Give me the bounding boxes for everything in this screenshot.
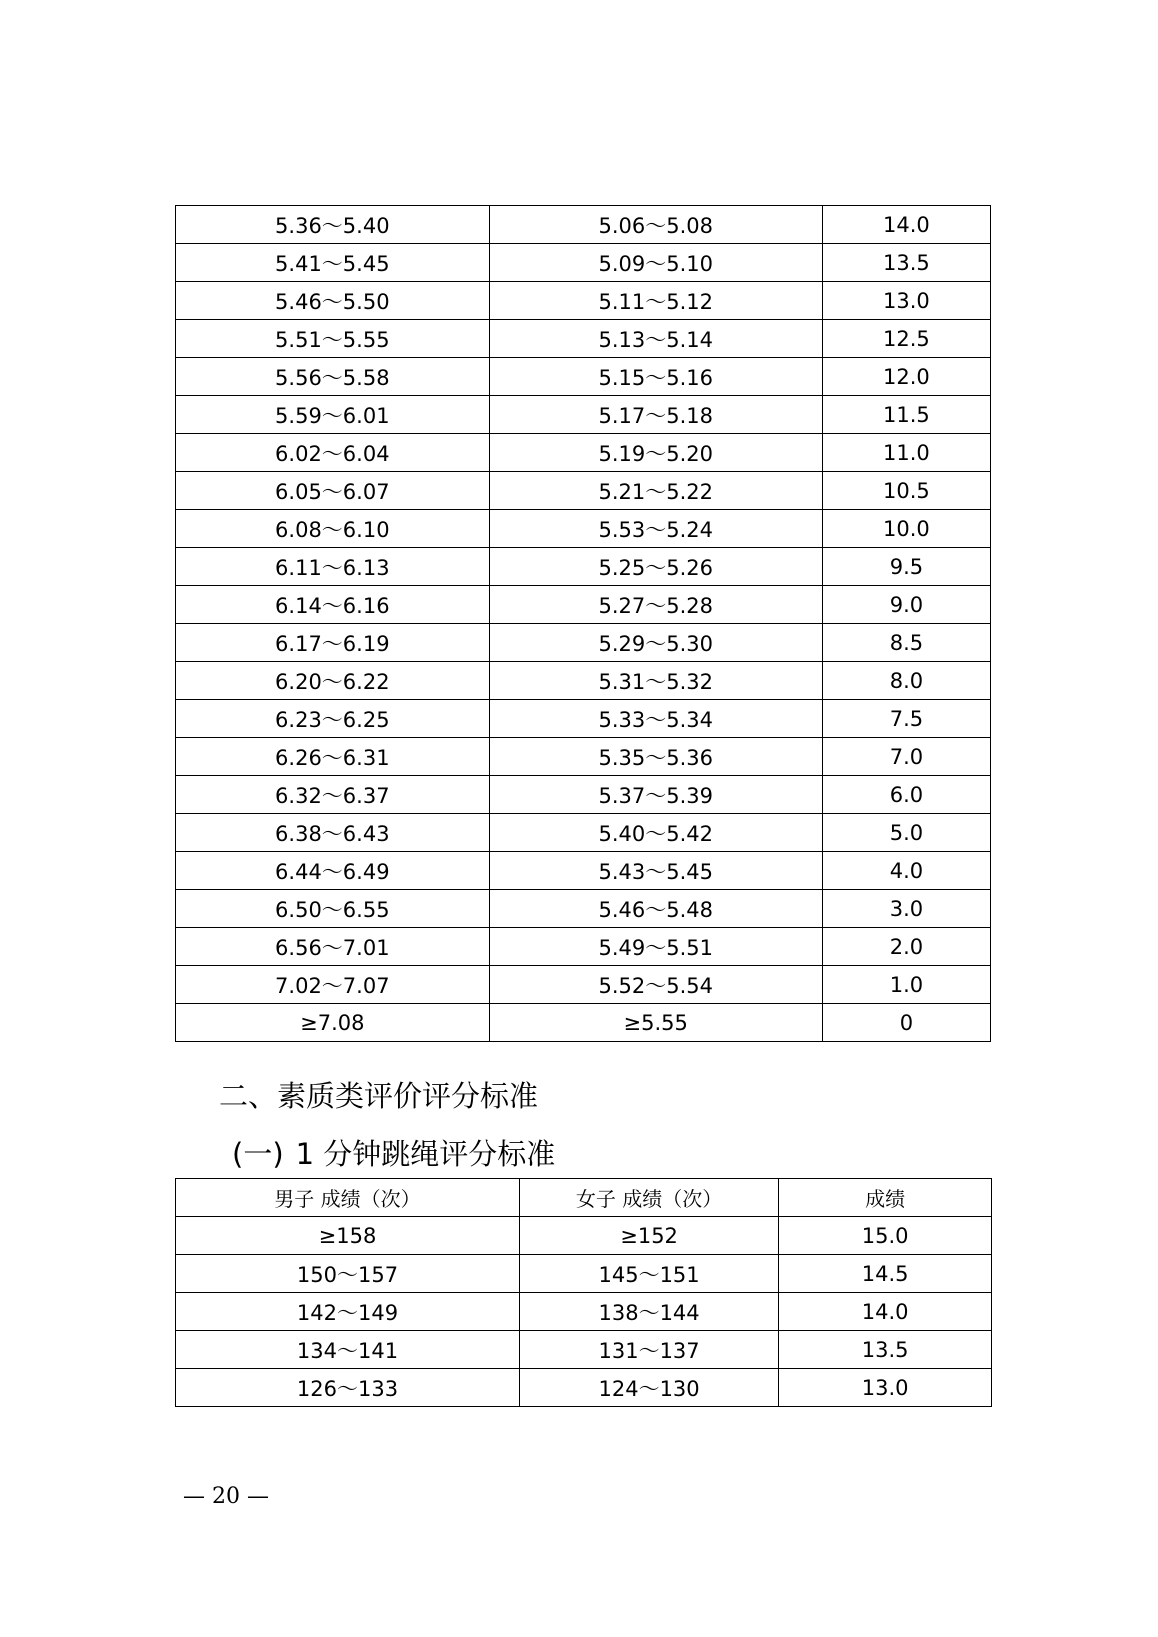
male-count-cell: ≥158 [176,1217,520,1255]
table-row [176,586,991,624]
table-row [176,358,991,396]
male-score-cell: 5.41～5.45 [176,244,490,282]
table-row [176,776,991,814]
male-count-cell: 126～133 [176,1369,520,1407]
points-cell: 13.0 [822,282,990,320]
table-row [176,700,991,738]
female-score-cell: 5.52～5.54 [489,966,822,1004]
points-cell: 14.5 [779,1255,992,1293]
points-cell: 10.5 [822,472,990,510]
male-score-cell: 5.56～5.58 [176,358,490,396]
male-score-cell: 6.14～6.16 [176,586,490,624]
female-count-cell: 124～130 [519,1369,778,1407]
male-score-cell: 5.51～5.55 [176,320,490,358]
table-row [176,1255,992,1293]
points-cell: 8.5 [822,624,990,662]
table-row [176,1369,992,1407]
points-cell: 1.0 [822,966,990,1004]
table-row [176,814,991,852]
male-score-cell: 6.17～6.19 [176,624,490,662]
table-row [176,510,991,548]
male-count-cell: 142～149 [176,1293,520,1331]
male-score-cell: 6.44～6.49 [176,852,490,890]
points-cell: 14.0 [779,1293,992,1331]
header-female-score: 女子 成绩（次） [519,1179,778,1217]
sub-heading-title: 1 分钟跳绳评分标准 [295,1137,556,1171]
table-row [176,624,991,662]
table-row [176,282,991,320]
female-score-cell: 5.40～5.42 [489,814,822,852]
male-score-cell: 5.36～5.40 [176,206,490,244]
sub-heading [232,1132,555,1173]
page-number: — 20 — [183,1484,269,1509]
jump-rope-table [175,1178,992,1407]
female-score-cell: 5.53～5.24 [489,510,822,548]
female-score-cell: 5.43～5.45 [489,852,822,890]
male-score-cell: 6.32～6.37 [176,776,490,814]
male-score-cell: 6.11～6.13 [176,548,490,586]
female-score-cell: ≥5.55 [489,1004,822,1042]
points-cell: 10.0 [822,510,990,548]
points-cell: 12.0 [822,358,990,396]
male-count-cell: 150～157 [176,1255,520,1293]
male-score-cell: 5.59～6.01 [176,396,490,434]
table-row [176,206,991,244]
table-row [176,472,991,510]
female-score-cell: 5.11～5.12 [489,282,822,320]
sub-heading-marker: (一) [232,1137,284,1171]
female-score-cell: 5.31～5.32 [489,662,822,700]
points-cell: 11.0 [822,434,990,472]
points-cell: 7.0 [822,738,990,776]
female-score-cell: 5.46～5.48 [489,890,822,928]
points-cell: 2.0 [822,928,990,966]
female-score-cell: 5.09～5.10 [489,244,822,282]
table-row [176,1004,991,1042]
points-cell: 14.0 [822,206,990,244]
female-score-cell: 5.33～5.34 [489,700,822,738]
table-row [176,738,991,776]
female-score-cell: 5.49～5.51 [489,928,822,966]
table-row [176,662,991,700]
table-row [176,396,991,434]
points-cell: 4.0 [822,852,990,890]
female-score-cell: 5.15～5.16 [489,358,822,396]
male-score-cell: 6.38～6.43 [176,814,490,852]
table-row [176,1331,992,1369]
female-score-cell: 5.35～5.36 [489,738,822,776]
points-cell: 7.5 [822,700,990,738]
male-score-cell: 6.56～7.01 [176,928,490,966]
male-score-cell: 6.26～6.31 [176,738,490,776]
score-table [175,205,991,1042]
table-row [176,244,991,282]
male-score-cell: 6.23～6.25 [176,700,490,738]
female-score-cell: 5.29～5.30 [489,624,822,662]
female-count-cell: ≥152 [519,1217,778,1255]
female-score-cell: 5.21～5.22 [489,472,822,510]
points-cell: 13.0 [779,1369,992,1407]
points-cell: 13.5 [779,1331,992,1369]
points-cell: 3.0 [822,890,990,928]
points-cell: 6.0 [822,776,990,814]
male-score-cell: 6.20～6.22 [176,662,490,700]
male-score-cell: 6.50～6.55 [176,890,490,928]
points-cell: 5.0 [822,814,990,852]
points-cell: 0 [822,1004,990,1042]
female-count-cell: 138～144 [519,1293,778,1331]
table-row [176,928,991,966]
female-score-cell: 5.37～5.39 [489,776,822,814]
female-score-cell: 5.19～5.20 [489,434,822,472]
table-row [176,852,991,890]
header-points: 成绩 [779,1179,992,1217]
male-score-cell: 5.46～5.50 [176,282,490,320]
points-cell: 12.5 [822,320,990,358]
female-count-cell: 145～151 [519,1255,778,1293]
table-row [176,966,991,1004]
male-score-cell: 6.05～6.07 [176,472,490,510]
male-score-cell: 6.08～6.10 [176,510,490,548]
table-row [176,890,991,928]
male-count-cell: 134～141 [176,1331,520,1369]
female-score-cell: 5.13～5.14 [489,320,822,358]
male-score-cell: 6.02～6.04 [176,434,490,472]
header-male-score: 男子 成绩（次） [176,1179,520,1217]
male-score-cell: 7.02～7.07 [176,966,490,1004]
table-row [176,1217,992,1255]
points-cell: 9.5 [822,548,990,586]
female-score-cell: 5.06～5.08 [489,206,822,244]
table-row [176,1293,992,1331]
section-heading: 二、素质类评价评分标准 [219,1079,539,1113]
points-cell: 11.5 [822,396,990,434]
female-count-cell: 131～137 [519,1331,778,1369]
table-header-row [176,1179,992,1217]
points-cell: 15.0 [779,1217,992,1255]
table-row [176,548,991,586]
male-score-cell: ≥7.08 [176,1004,490,1042]
points-cell: 13.5 [822,244,990,282]
table-row [176,320,991,358]
points-cell: 9.0 [822,586,990,624]
table-row [176,434,991,472]
points-cell: 8.0 [822,662,990,700]
female-score-cell: 5.25～5.26 [489,548,822,586]
female-score-cell: 5.17～5.18 [489,396,822,434]
female-score-cell: 5.27～5.28 [489,586,822,624]
